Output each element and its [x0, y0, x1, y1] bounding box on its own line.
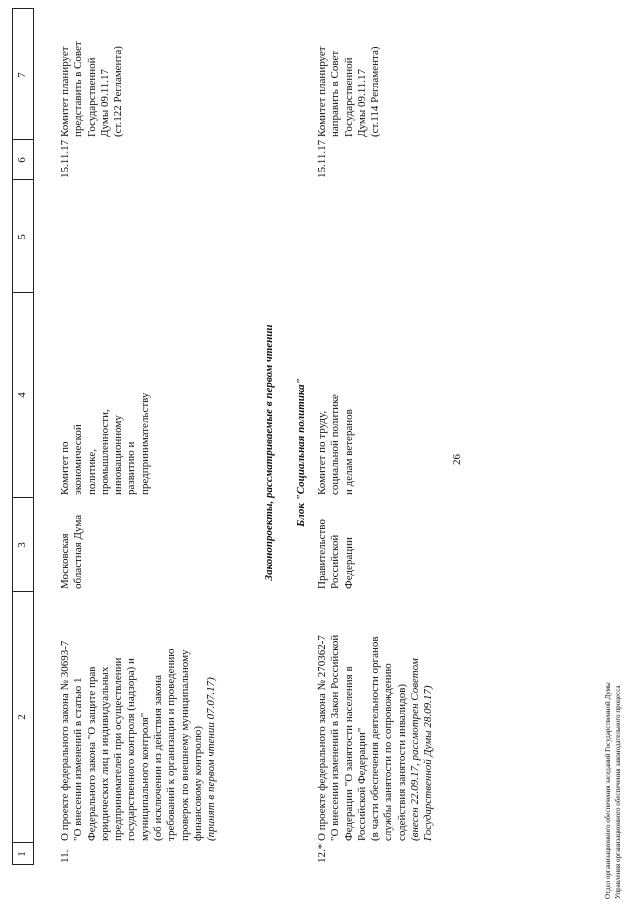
- committee: [316, 394, 356, 495]
- section-title: Законопроекты, рассматриваемые в первом чтении: [263, 324, 275, 581]
- footer-line: Отдел организационного обеспечения заседаний Государственной Думы: [604, 682, 612, 899]
- bill-line: финансовому контролю): [191, 725, 204, 841]
- note: [316, 46, 382, 137]
- bill-status-line: (внесен 22.09.17, рассмотрен Советом: [409, 658, 422, 841]
- note-line: (ст.114 Регламента): [369, 46, 382, 137]
- table-header-bottom-border: [33, 8, 34, 865]
- column-number: 5: [16, 234, 28, 240]
- bill-status-line: Государственной Думы 28.09.17): [422, 685, 435, 841]
- col-divider: [12, 591, 33, 592]
- initiator-line: областная Дума: [72, 514, 85, 589]
- bill-line: (об исключении из действия закона: [152, 675, 165, 841]
- note-line: Думы 09.11.17: [355, 68, 368, 137]
- bill-line: юридических лиц и индивидуальных: [98, 666, 111, 841]
- initiator-line: Федерации: [342, 537, 355, 589]
- bill-status-line: (принят в первом чтении 07.07.17): [205, 677, 218, 841]
- col-divider: [12, 864, 33, 865]
- footer-line: Управления организационного обеспечения законодательного процесса: [614, 685, 622, 899]
- col-divider: [12, 8, 33, 9]
- committee-line: промышленности,: [98, 409, 111, 495]
- committee-line: Комитет по: [59, 441, 71, 495]
- initiator-line: Правительство: [316, 519, 328, 589]
- row-number: 12.*: [316, 843, 328, 863]
- block-title: Блок "Социальная политика": [295, 378, 307, 527]
- committee-line: Комитет по труду,: [316, 410, 328, 495]
- bill-line: службы занятости по сопровождению: [382, 663, 395, 841]
- col-divider: [12, 292, 33, 293]
- bill-line: содействия занятости инвалидов): [395, 683, 408, 841]
- committee-line: развитию и: [125, 441, 138, 495]
- committee-line: социальной политике: [329, 394, 342, 495]
- note-line: Государственной: [85, 57, 98, 137]
- column-number: 7: [16, 72, 28, 78]
- column-number: 4: [16, 392, 28, 398]
- bill-line: требований к организации и проведению: [165, 648, 178, 841]
- committee-line: предпринимательству: [138, 392, 151, 495]
- note-line: Государственной: [342, 57, 355, 137]
- initiator-line: Московская: [59, 533, 71, 589]
- note-line: (ст.122 Регламента): [112, 46, 125, 137]
- bill-line: "О внесении изменений в Закон Российской: [329, 634, 342, 841]
- col-divider: [12, 139, 33, 140]
- note-line: Комитет планирует: [316, 46, 328, 137]
- committee-line: политике,: [85, 448, 98, 495]
- committee-line: экономической: [72, 424, 85, 495]
- date: 15.11.17: [59, 139, 71, 178]
- bill-line: государственного контроля (надзора) и: [125, 658, 138, 841]
- committee: [59, 393, 152, 495]
- col-divider: [12, 179, 33, 180]
- note-line: Думы 09.11.17: [98, 68, 111, 137]
- column-number: 2: [16, 714, 28, 720]
- bill-line: муниципального контроля": [138, 712, 151, 841]
- page-number: 26: [451, 454, 463, 465]
- col-divider: [12, 842, 33, 843]
- note-line: направить в Совет: [329, 50, 342, 137]
- bill-line: проверок по внешнему муниципальному: [178, 649, 191, 841]
- bill-line: Федерации "О занятости населения в: [342, 666, 355, 841]
- bill-line: Российской Федерации": [355, 727, 368, 841]
- bill-description: [316, 635, 436, 841]
- bill-line: предпринимателей при осуществлении: [112, 657, 125, 841]
- column-number: 1: [16, 851, 28, 857]
- bill-line: "О внесении изменений в статью 1: [72, 677, 85, 841]
- column-number: 3: [16, 542, 28, 548]
- row-number: 11.: [59, 849, 71, 863]
- note-line: Комитет планирует: [59, 46, 71, 137]
- note: [59, 41, 125, 137]
- bill-line: (в части обеспечения деятельности органов: [369, 636, 382, 841]
- table-top-border: [12, 8, 13, 865]
- bill-description: [59, 641, 219, 841]
- initiator: [316, 519, 356, 589]
- bill-line: Федерального закона "О защите прав: [85, 666, 98, 841]
- note-line: представить в Совет: [72, 41, 85, 137]
- committee-line: инновационному: [112, 415, 125, 495]
- col-divider: [12, 497, 33, 498]
- initiator-line: Российской: [329, 534, 342, 589]
- committee-line: и делам ветеранов: [342, 409, 355, 495]
- column-number: 6: [16, 157, 28, 163]
- date: 15.11.17: [316, 139, 328, 178]
- bill-line: О проекте федерального закона № 30693-7: [59, 640, 71, 841]
- bill-line: О проекте федерального закона № 270362-7: [316, 635, 328, 841]
- initiator: [59, 515, 86, 589]
